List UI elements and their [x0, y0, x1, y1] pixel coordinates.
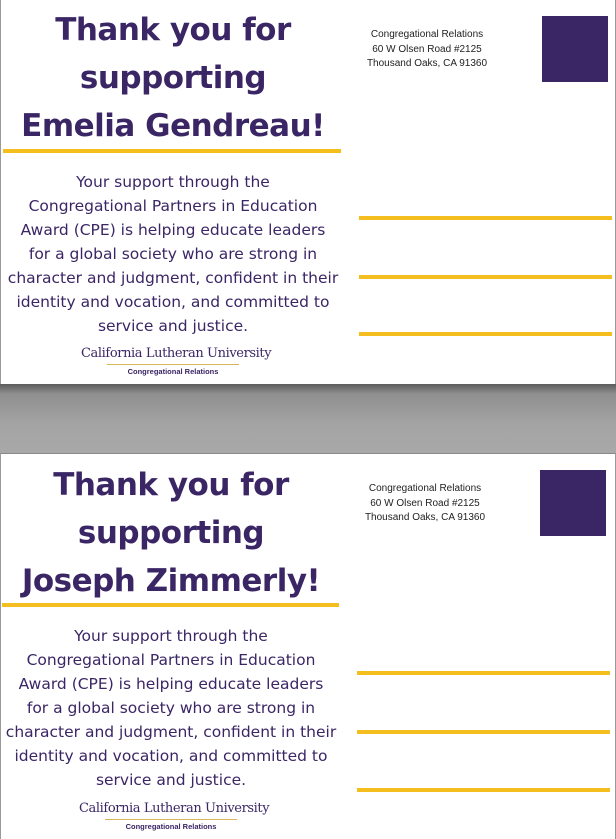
- address-line-1: [357, 671, 610, 675]
- heading-line-recipient: Joseph Zimmerly!: [21, 563, 321, 599]
- return-address: [350, 482, 500, 526]
- heading-line: Thank you for: [55, 12, 291, 48]
- logo-underline: [105, 819, 237, 820]
- message-line: for a global society who are strong in: [26, 699, 316, 717]
- address-line: Thousand Oaks, CA 91360: [366, 58, 488, 69]
- title-divider: [3, 149, 341, 153]
- logo-subtitle: Congregational Relations: [125, 822, 217, 831]
- thank-you-heading: [3, 461, 339, 605]
- stamp-box: [542, 16, 608, 82]
- thank-you-heading: [5, 6, 341, 150]
- address-line-3: [359, 332, 612, 336]
- address-line: Thousand Oaks, CA 91360: [364, 512, 486, 523]
- message-line: Congregational Partners in Education: [26, 651, 316, 669]
- heading-line: supporting: [79, 60, 267, 96]
- heading-line: Thank you for: [53, 467, 289, 503]
- message-line: Your support through the: [74, 627, 268, 645]
- university-logo: [81, 346, 272, 377]
- page-gap: [0, 384, 616, 453]
- address-line-1: [359, 216, 612, 220]
- thank-you-message: [3, 624, 339, 792]
- thank-you-message: [5, 170, 341, 338]
- postcard-2: [0, 453, 616, 839]
- address-line: 60 W Olsen Road #2125: [372, 43, 482, 55]
- return-address: [352, 28, 502, 72]
- message-line: for a global society who are strong in: [28, 245, 318, 263]
- address-line: Congregational Relations: [370, 29, 484, 40]
- stamp-box: [540, 470, 606, 536]
- message-line: service and justice.: [95, 771, 247, 789]
- message-line: Your support through the: [76, 173, 270, 191]
- heading-line-recipient: Emelia Gendreau!: [21, 108, 325, 144]
- logo-underline: [107, 364, 239, 365]
- address-line-2: [359, 275, 612, 279]
- message-line: Congregational Partners in Education: [28, 197, 318, 215]
- postcard-1: [0, 0, 616, 384]
- address-line: Congregational Relations: [368, 483, 482, 494]
- logo-wordmark: California Lutheran University: [79, 801, 270, 816]
- heading-line: supporting: [77, 515, 265, 551]
- university-logo: [79, 801, 270, 832]
- message-line: character and judgment, confident in their: [5, 723, 337, 741]
- logo-wordmark: California Lutheran University: [81, 346, 272, 361]
- title-divider: [2, 603, 339, 607]
- address-line-2: [357, 730, 610, 734]
- message-line: Award (CPE) is helping educate leaders: [18, 675, 324, 693]
- address-line-3: [357, 788, 610, 792]
- logo-subtitle: Congregational Relations: [127, 367, 219, 376]
- message-line: character and judgment, confident in their: [7, 269, 339, 287]
- message-line: Award (CPE) is helping educate leaders: [20, 221, 326, 239]
- message-line: service and justice.: [97, 317, 249, 335]
- message-line: identity and vocation, and committed to: [14, 747, 328, 765]
- message-line: identity and vocation, and committed to: [16, 293, 330, 311]
- address-line: 60 W Olsen Road #2125: [370, 497, 480, 509]
